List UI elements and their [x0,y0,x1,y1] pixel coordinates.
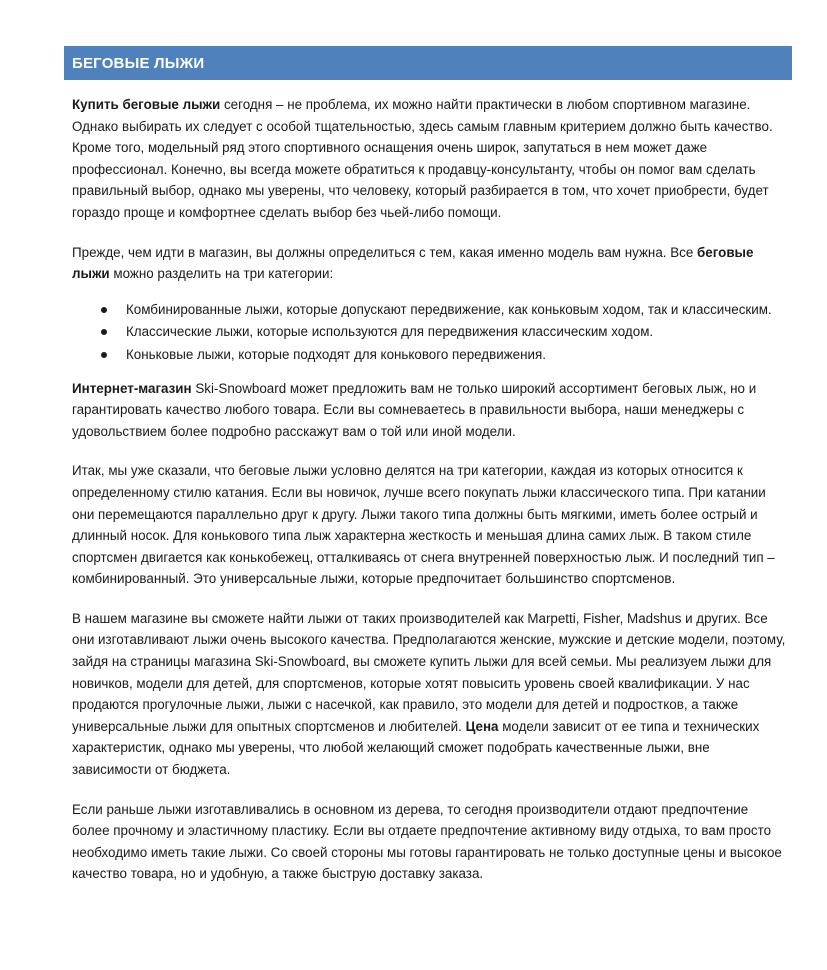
paragraph-text: модели зависит от ее типа и технических характеристик, однако мы уверены, что любой желающий сможет подобрать качественные лыжи, вне зависимости от бюджета. [72,718,760,778]
list-item-text: Коньковые лыжи, которые подходят для конькового передвижения. [126,346,546,362]
list-item-text: Классические лыжи, которые используются для передвижения классическим ходом. [126,324,654,340]
paragraph-materials [72,799,787,885]
list-item [72,344,787,366]
article-body [72,94,787,903]
bullet-icon [101,329,107,335]
list-item-text: Комбинированные лыжи, которые допускают передвижение, как коньковым ходом, так и классическим. [126,301,772,317]
paragraph-text: можно разделить на три категории: [109,266,334,282]
paragraph-text: Прежде, чем идти в магазин, вы должны определиться с тем, какая именно модель вам нужна. Все [72,244,698,260]
paragraph-intro [72,94,787,224]
bold-phrase-online-store: Интернет-магазин [72,380,192,396]
bold-phrase-price: Цена [465,718,499,734]
paragraph-text: сегодня – не проблема, их можно найти практически в любом спортивном магазине. Однако выбирать их следует с особой тщательностью, здесь самым главным критерием должно быть качество. Кроме того, модельный ряд этого спортивного оснащения очень широк, запутаться в нем может даже профессионал. Конечно, вы всегда можете обратиться к продавцу-консультанту, чтобы он помог вам сделать правильный выбор, однако мы уверены, что человеку, который разбирается в том, что хочет приобрести, будет гораздо проще и комфортнее сделать выбор без чьей-либо помощи. [72,97,773,220]
bullet-icon [101,352,107,358]
bold-phrase-running-skis: беговые лыжи [72,244,754,282]
paragraph-text: В нашем магазине вы сможете найти лыжи от таких производителей как Marpetti, Fisher, Madshus и других. Все они изготавливают лыжи очень высокого качества. Предполагаются женские, мужские и детские модели, поэтому, зайдя на страницы магазина Ski-Snowboard, вы сможете купить лыжи для всей семьи. Мы реализуем лыжи для новичков, модели для детей, для спортсменов, которые хотят повысить уровень своей квалификации. У нас продаются прогулочные лыжи, лыжи с насечкой, как правило, это модели для детей и подростков, а также универсальные лыжи для опытных спортсменов и любителей. [72,610,786,734]
bullet-icon [101,307,107,313]
list-item [72,299,787,321]
paragraph-categories-intro [72,242,787,285]
bold-phrase-buy-skis: Купить беговые лыжи [72,97,221,112]
categories-list [72,299,787,366]
paragraph-ski-types [72,460,787,590]
paragraph-online-store [72,378,787,443]
paragraph-manufacturers [72,608,787,781]
section-header-bar [64,46,792,80]
paragraph-text: Если раньше лыжи изготавливались в основном из дерева, то сегодня производители отдают предпочтение более прочному и эластичному пластику. Если вы отдаете предпочтение активному виду отдыха, то вам просто необходимо иметь такие лыжи. Со своей стороны мы готовы гарантировать не только доступные цены и высокое качество товара, но и удобную, а также быструю доставку заказа. [72,801,782,882]
list-item [72,321,787,343]
paragraph-text: Ski-Snowboard может предложить вам не только широкий ассортимент беговых лыж, но и гарантировать качество любого товара. Если вы сомневаетесь в правильности выбора, наши менеджеры с удовольствием более подробно расскажут вам о той или иной модели. [72,380,757,439]
section-title: БЕГОВЫЕ ЛЫЖИ [72,54,205,72]
paragraph-text: Итак, мы уже сказали, что беговые лыжи условно делятся на три категории, каждая из которых относится к определенному стилю катания. Если вы новичок, лучше всего покупать лыжи классического типа. При катании они перемещаются параллельно друг к другу. Лыжи такого типа должны быть мягкими, иметь более острый и длинный носок. Для конькового типа лыж характерна жесткость и меньшая длина самих лыж. В таком стиле спортсмен двигается как конькобежец, отталкиваясь от снега внутренней поверхностью лыж. И последний тип – комбинированный. Это универсальные лыжи, которые предпочитает большинство спортсменов. [72,463,775,587]
